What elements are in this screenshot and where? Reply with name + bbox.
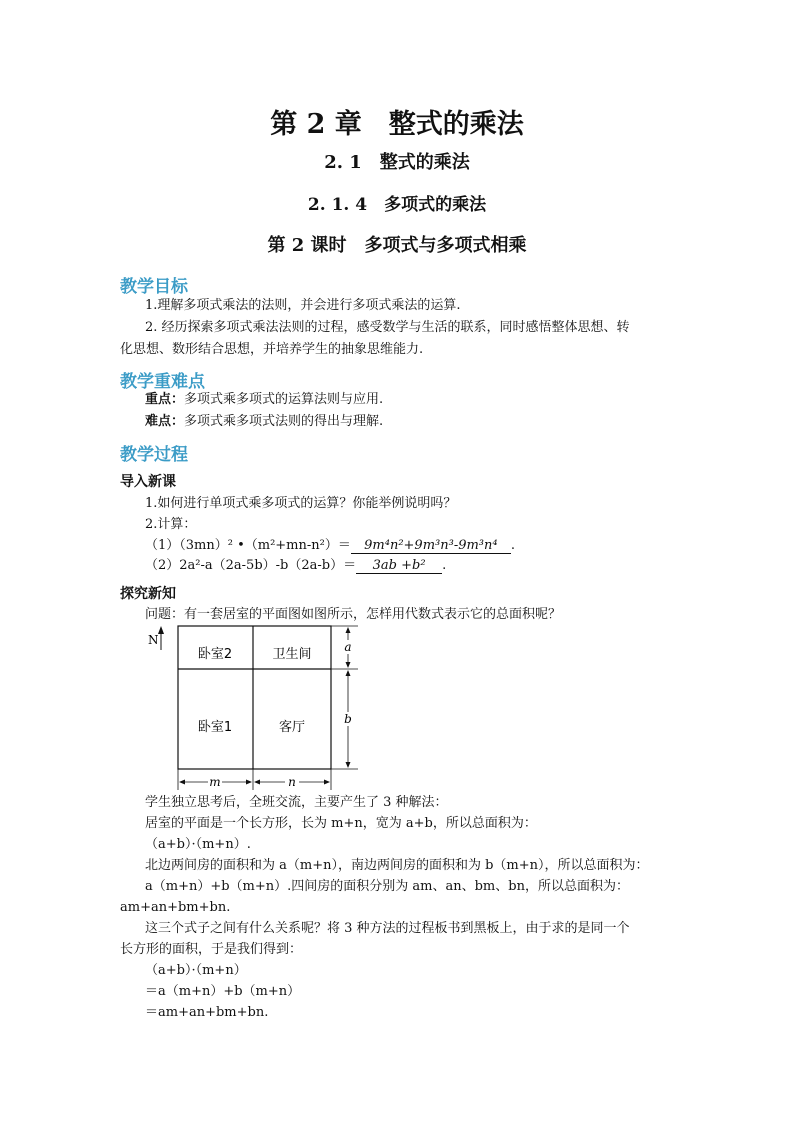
focus-line bbox=[145, 390, 383, 410]
section-title: 2. 1 整式的乘法 bbox=[324, 152, 470, 173]
difficulty-label: 难点： bbox=[145, 414, 185, 429]
calc-1-expression: （1）（3mn）² •（m²+mn-n²）＝ bbox=[145, 538, 351, 553]
arrow-right-icon bbox=[324, 780, 330, 785]
arrow-up-icon bbox=[346, 627, 351, 633]
subsection-title: 2. 1. 4 多项式的乘法 bbox=[307, 195, 487, 215]
lesson-title: 第 2 课时 多项式与多项式相乘 bbox=[267, 235, 527, 256]
calc-2-end: . bbox=[442, 558, 447, 573]
dim-label-m: m bbox=[209, 775, 221, 789]
explore-para-1: 学生独立思考后，全班交流，主要产生了 3 种解法： bbox=[145, 795, 448, 810]
focus-label: 重点： bbox=[145, 392, 185, 407]
dim-label-a: a bbox=[344, 640, 352, 654]
calc-2-answer: 3ab +b² bbox=[356, 558, 442, 574]
room-living: 客厅 bbox=[278, 720, 306, 735]
arrow-left-icon bbox=[179, 780, 185, 785]
arrow-up-icon bbox=[346, 670, 351, 676]
arrow-right-icon bbox=[246, 780, 252, 785]
north-label: N bbox=[148, 633, 159, 647]
arrow-down-icon bbox=[346, 662, 351, 668]
arrow-down-icon bbox=[346, 762, 351, 768]
arrow-left-icon bbox=[254, 780, 260, 785]
goal-item-2-line-2: 化思想、数形结合思想，并培养学生的抽象思维能力. bbox=[120, 342, 424, 357]
calc-2 bbox=[145, 556, 446, 576]
explore-problem: 问题：有一套居室的平面图如图所示，怎样用代数式表示它的总面积呢？ bbox=[145, 607, 562, 622]
equation-line-1: （a+b）·（m+n） bbox=[145, 963, 247, 978]
calc-1 bbox=[145, 536, 515, 556]
calc-2-expression: （2）2a²-a（2a-5b）-b（2a-b）＝ bbox=[145, 558, 357, 573]
room-bedroom-1: 卧室1 bbox=[197, 720, 233, 735]
dim-label-b: b bbox=[344, 712, 352, 726]
goals-heading: 教学目标 bbox=[120, 277, 188, 297]
explore-para-2: 居室的平面是一个长方形，长为 m+n，宽为 a+b，所以总面积为： bbox=[145, 816, 537, 831]
difficulty-text: 多项式乘多项式法则的得出与理解. bbox=[184, 414, 384, 429]
calc-1-answer: 9m⁴n²+9m³n³-9m³n⁴ bbox=[351, 538, 511, 554]
dim-label-n: n bbox=[288, 775, 296, 789]
difficulty-line bbox=[145, 412, 383, 432]
intro-question-1: 1.如何进行单项式乘多项式的运算？你能举例说明吗？ bbox=[145, 496, 457, 511]
calc-1-end: . bbox=[510, 538, 516, 553]
goal-item-2-line-1: 2. 经历探索多项式乘法法则的过程，感受数学与生活的联系，同时感悟整体思想、转 bbox=[145, 320, 630, 335]
key-points-heading: 教学重难点 bbox=[120, 372, 205, 392]
explore-heading: 探究新知 bbox=[120, 586, 176, 602]
explore-para-5: a（m+n）+b（m+n）.四间房的面积分别为 am、an、bm、bn，所以总面积为： bbox=[145, 879, 629, 894]
explore-para-6: am+an+bm+bn. bbox=[120, 900, 231, 915]
explore-para-8: 长方形的面积，于是我们得到： bbox=[120, 942, 303, 957]
goal-item-1: 1.理解多项式乘法的法则，并会进行多项式乘法的运算. bbox=[145, 298, 461, 313]
equation-line-2: ＝a（m+n）+b（m+n） bbox=[145, 984, 301, 999]
process-heading: 教学过程 bbox=[120, 445, 188, 465]
room-bedroom-2: 卧室2 bbox=[197, 647, 233, 662]
chapter-title: 第 2 章 整式的乘法 bbox=[270, 109, 524, 140]
intro-question-2: 2.计算： bbox=[145, 517, 197, 532]
equation-line-3: ＝am+an+bm+bn. bbox=[145, 1005, 269, 1020]
explore-para-3: （a+b）·（m+n）. bbox=[145, 837, 251, 852]
floor-plan-figure bbox=[140, 622, 380, 797]
focus-text: 多项式乘多项式的运算法则与应用. bbox=[184, 392, 384, 407]
explore-para-7: 这三个式子之间有什么关系呢？将 3 种方法的过程板书到黑板上，由于求的是同一个 bbox=[145, 921, 630, 936]
room-bathroom: 卫生间 bbox=[272, 647, 312, 662]
north-arrow-head-icon bbox=[158, 626, 164, 634]
explore-para-4: 北边两间房的面积和为 a（m+n），南边两间房的面积和为 b（m+n），所以总面积为： bbox=[145, 858, 649, 873]
intro-heading: 导入新课 bbox=[120, 474, 176, 490]
